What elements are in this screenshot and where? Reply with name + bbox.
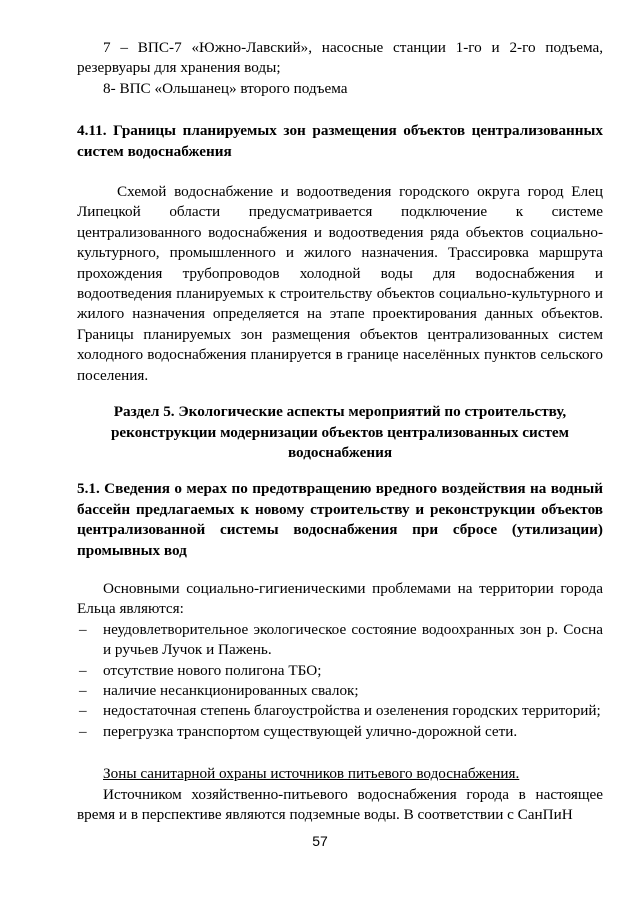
intro-line-8: 8- ВПС «Ольшанец» второго подъема xyxy=(103,79,348,97)
list-item xyxy=(77,722,603,742)
intro-line-7: 7 – ВПС-7 «Южно-Лавский», насосные станции 1-го и 2-го подъема, резервуары для хранения воды; xyxy=(77,39,603,77)
list-item-text: неудовлетворительное экологическое состояние водоохранных зон р. Сосна и ручьев Лучок и Пажень. xyxy=(103,620,603,659)
list-item-text: отсутствие нового полигона ТБО; xyxy=(103,661,322,679)
dash-bullet-icon: – xyxy=(79,722,87,740)
list-item xyxy=(77,620,603,661)
list-item xyxy=(77,701,603,721)
page-number: 57 xyxy=(312,833,328,849)
list-item xyxy=(77,661,603,681)
section-5-1-heading: 5.1. Сведения о мерах по предотвращению вредного воздействия на водный бассейн предлагаемых к новому строительству и реконструкции объектов централизованной системы водоснабжения при сбросе (утилизации) промывных вод xyxy=(77,480,603,559)
dash-bullet-icon: – xyxy=(79,681,87,699)
section-4-11-paragraph: Схемой водоснабжение и водоотведения городского округа город Елец Липецкой области предусматривается подключение к системе централизованного водоснабжения и водоотведения ряда объектов социально-культурного, промышленного и жилого назначения. Трассировка маршрута прохождения трубопроводов холодной воды для водоснабжения и водоотведения планируемых к строительству объектов социально-культурного и жилого назначения определяется на этапе проектирования данных объектов. Границы планируемых зон размещения объектов централизованных систем холодного водоснабжения планируется в границе населённых пунктов сельского поселения. xyxy=(77,183,603,384)
dash-bullet-icon: – xyxy=(79,661,87,679)
sanitary-zones-subheading: Зоны санитарной охраны источников питьевого водоснабжения. xyxy=(103,765,520,783)
section-5-1-lead: Основными социально-гигиеническими проблемами на территории города Ельца являются: xyxy=(77,579,603,618)
list-item-text: перегрузка транспортом существующей улично-дорожной сети. xyxy=(103,722,518,740)
section-4-11-heading: 4.11. Границы планируемых зон размещения объектов централизованных систем водоснабжения xyxy=(77,122,603,160)
section-5-heading: Раздел 5. Экологические аспекты мероприятий по строительству, реконструкции модернизации объектов централизованных систем водоснабжения xyxy=(110,403,570,461)
dash-bullet-icon: – xyxy=(79,620,87,638)
dash-bullet-icon: – xyxy=(79,702,87,720)
list-item-text: наличие несанкционированных свалок; xyxy=(103,681,359,699)
document-page xyxy=(77,38,603,825)
sanitary-zones-paragraph: Источником хозяйственно-питьевого водоснабжения города в настоящее время и в перспективе являются подземные воды. В соответствии с СанПиН xyxy=(77,785,603,823)
list-item xyxy=(77,681,603,701)
list-item-text: недостаточная степень благоустройства и озеленения городских территорий; xyxy=(103,702,601,720)
problems-list xyxy=(77,620,603,742)
